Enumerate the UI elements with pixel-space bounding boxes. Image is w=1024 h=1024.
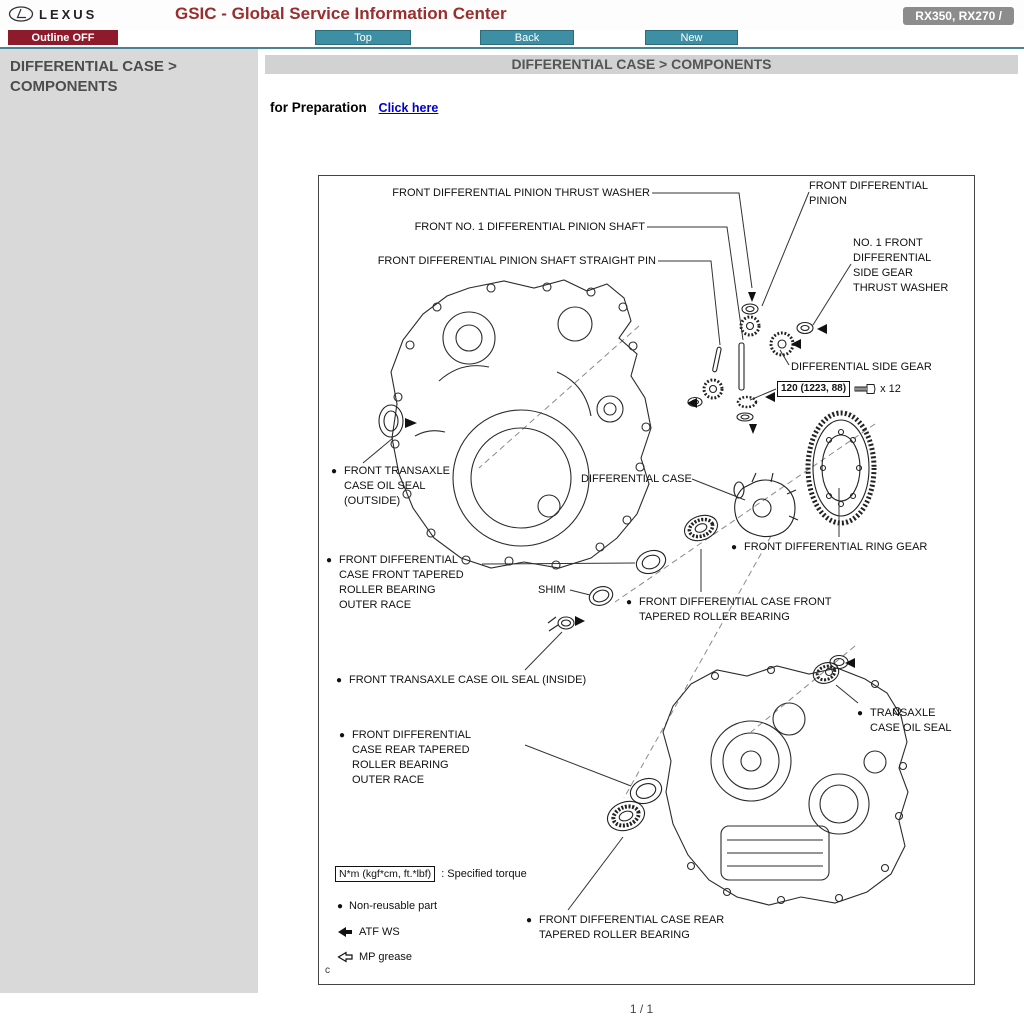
transaxle-case-front-drawing bbox=[391, 280, 651, 569]
label-rear-bearing-outer-race: ● FRONT DIFFERENTIAL CASE REAR TAPERED ROLLER BEARING OUTER RACE bbox=[339, 729, 471, 786]
label-side-gear: DIFFERENTIAL SIDE GEAR bbox=[791, 361, 932, 373]
sidebar-heading: DIFFERENTIAL CASE > COMPONENTS bbox=[10, 58, 177, 95]
legend-atf: ATF WS bbox=[337, 926, 400, 938]
non-reusable-marker-icon: ● bbox=[857, 708, 864, 719]
legend-torque bbox=[335, 866, 527, 882]
page-indicator: 1 / 1 bbox=[629, 1002, 654, 1016]
preparation-row bbox=[270, 100, 438, 115]
lexus-logo-icon bbox=[8, 6, 34, 22]
non-reusable-marker-icon: ● bbox=[337, 900, 344, 912]
torque-legend-desc: : Specified torque bbox=[441, 868, 527, 880]
non-reusable-marker-icon: ● bbox=[526, 915, 533, 926]
non-reusable-marker-icon: ● bbox=[326, 555, 333, 566]
back-button[interactable]: Back bbox=[480, 30, 574, 45]
label-shim: SHIM bbox=[538, 584, 566, 596]
label-pinion: FRONT DIFFERENTIAL PINION bbox=[809, 180, 928, 207]
components-diagram bbox=[318, 175, 975, 985]
header-nav bbox=[0, 30, 1024, 49]
non-reusable-marker-icon: ● bbox=[336, 675, 343, 686]
new-button[interactable]: New bbox=[645, 30, 738, 45]
preparation-label: for Preparation bbox=[270, 100, 367, 115]
torque-callout bbox=[777, 381, 901, 397]
label-ring-gear: ● FRONT DIFFERENTIAL RING GEAR bbox=[731, 541, 928, 553]
label-oil-seal-outside: ● FRONT TRANSAXLE CASE OIL SEAL (OUTSIDE) bbox=[331, 465, 450, 507]
outline-toggle-button[interactable]: Outline OFF bbox=[8, 30, 118, 45]
app-title: GSIC - Global Service Information Center bbox=[175, 4, 507, 23]
label-front-bearing-outer-race: ● FRONT DIFFERENTIAL CASE FRONT TAPERED ROLLER BEARING OUTER RACE bbox=[326, 554, 464, 611]
label-oil-seal-inside: ● FRONT TRANSAXLE CASE OIL SEAL (INSIDE) bbox=[336, 674, 587, 686]
top-button[interactable]: Top bbox=[315, 30, 411, 45]
lexus-logo bbox=[8, 6, 97, 22]
legend-non-reusable: ● Non-reusable part bbox=[337, 900, 438, 912]
label-pinion-thrust-washer: FRONT DIFFERENTIAL PINION THRUST WASHER bbox=[392, 187, 650, 199]
preparation-link[interactable]: Click here bbox=[378, 101, 439, 115]
page-title: DIFFERENTIAL CASE > COMPONENTS bbox=[265, 55, 1018, 74]
label-rear-bearing: ● FRONT DIFFERENTIAL CASE REAR TAPERED ROLLER BEARING bbox=[526, 914, 725, 941]
atf-arrow-icon bbox=[337, 926, 353, 938]
label-transaxle-oil-seal: ● TRANSAXLE CASE OIL SEAL bbox=[857, 707, 952, 734]
legend-grease: MP grease bbox=[337, 951, 412, 963]
label-differential-case: DIFFERENTIAL CASE bbox=[581, 473, 692, 485]
label-front-bearing: ● FRONT DIFFERENTIAL CASE FRONT TAPERED ROLLER BEARING bbox=[626, 596, 832, 623]
label-pinion-shaft: FRONT NO. 1 DIFFERENTIAL PINION SHAFT bbox=[414, 221, 645, 233]
torque-spec-box: 120 (1223, 88) bbox=[777, 381, 850, 397]
label-side-gear-thrust-washer: NO. 1 FRONT DIFFERENTIAL SIDE GEAR THRUST WASHER bbox=[853, 237, 949, 294]
bolt-icon bbox=[854, 383, 876, 395]
transaxle-case-rear-drawing bbox=[663, 666, 908, 905]
non-reusable-marker-icon: ● bbox=[339, 730, 346, 741]
brand-text: LEXUS bbox=[39, 6, 98, 22]
model-badge[interactable]: RX350, RX270 / bbox=[903, 7, 1014, 25]
label-straight-pin: FRONT DIFFERENTIAL PINION SHAFT STRAIGHT PIN bbox=[377, 255, 656, 267]
figure-corner-mark: c bbox=[325, 965, 330, 976]
sidebar bbox=[0, 49, 258, 993]
torque-legend-box: N*m (kgf*cm, ft.*lbf) bbox=[335, 866, 435, 882]
non-reusable-marker-icon: ● bbox=[331, 466, 338, 477]
header bbox=[0, 0, 1024, 30]
non-reusable-marker-icon: ● bbox=[731, 542, 738, 553]
grease-arrow-icon bbox=[337, 951, 353, 963]
non-reusable-marker-icon: ● bbox=[626, 597, 633, 608]
torque-multiplier: x 12 bbox=[880, 383, 901, 395]
